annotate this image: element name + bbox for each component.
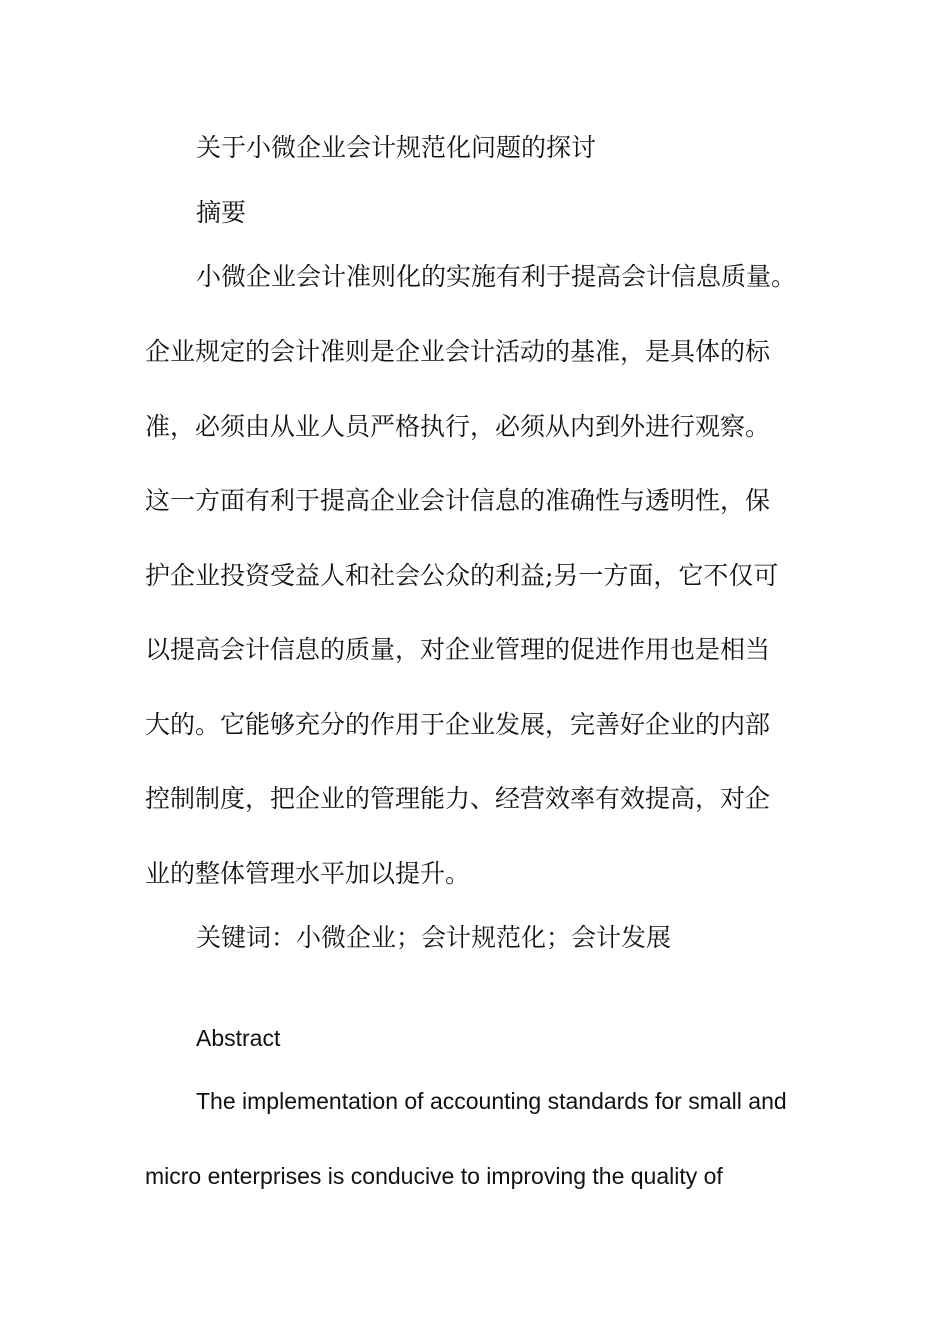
abstract-en-line: The implementation of accounting standards for small and — [196, 1088, 787, 1114]
abstract-cn-line: 以提高会计信息的质量，对企业管理的促进作用也是相当 — [145, 635, 771, 664]
abstract-heading-cn: 摘要 — [196, 198, 247, 227]
abstract-cn-line: 业的整体管理水平加以提升。 — [145, 859, 471, 888]
abstract-cn-line: 这一方面有利于提高企业会计信息的准确性与透明性，保 — [145, 486, 771, 515]
abstract-cn-line: 企业规定的会计准则是企业会计活动的基准，是具体的标 — [145, 337, 771, 366]
abstract-cn-line: 准，必须由从业人员严格执行，必须从内到外进行观察。 — [145, 412, 771, 441]
document-title: 关于小微企业会计规范化问题的探讨 — [196, 133, 597, 162]
abstract-cn-line: 控制制度，把企业的管理能力、经营效率有效提高，对企 — [145, 784, 771, 813]
abstract-heading-en: Abstract — [196, 1025, 281, 1051]
keywords-cn: 关键词：小微企业；会计规范化；会计发展 — [196, 923, 672, 952]
abstract-cn-line: 小微企业会计准则化的实施有利于提高会计信息质量。 — [196, 262, 797, 291]
abstract-cn-line: 护企业投资受益人和社会公众的利益;另一方面，它不仅可 — [145, 561, 779, 590]
abstract-en-line: micro enterprises is conducive to improving the quality of — [145, 1163, 723, 1189]
abstract-cn-line: 大的。它能够充分的作用于企业发展，完善好企业的内部 — [145, 710, 771, 739]
